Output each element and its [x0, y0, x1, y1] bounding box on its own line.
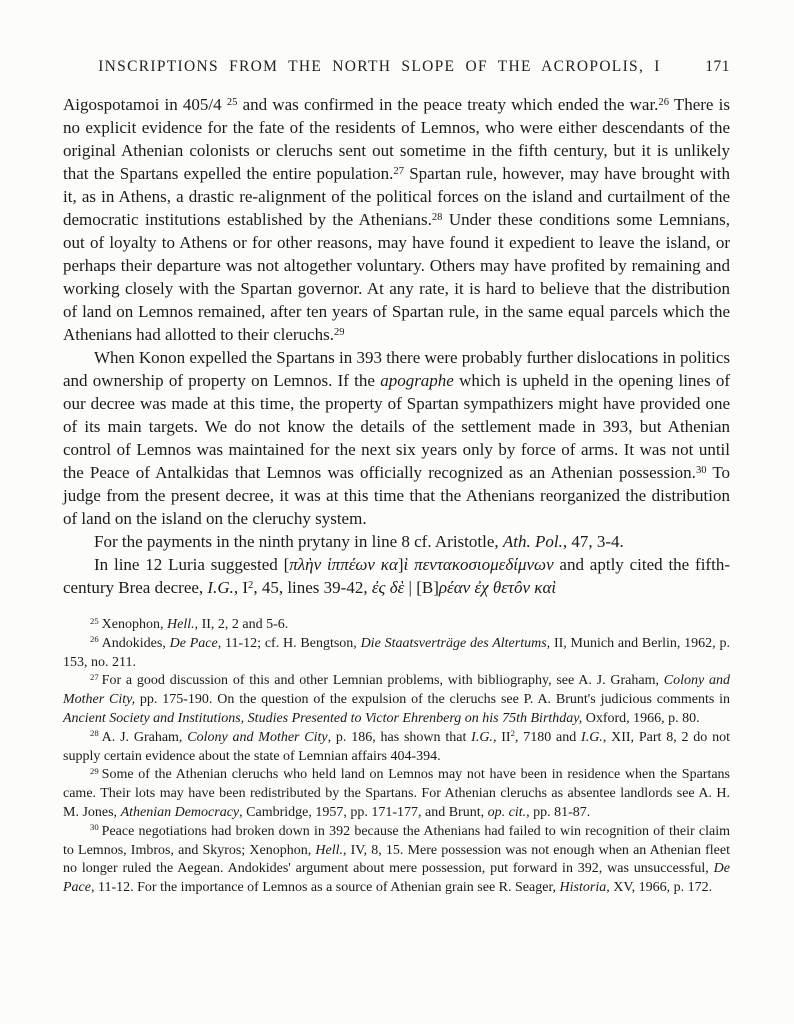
greek-text: ἐς δὲ — [371, 578, 405, 597]
body-paragraph — [63, 93, 730, 346]
text-run: , Cambridge, 1957, pp. 171-177, and Brunt, — [239, 804, 488, 820]
running-head — [63, 58, 730, 76]
text-run: Oxford, 1966, p. 80. — [582, 710, 700, 726]
text-run: Xenophon, — [101, 617, 167, 632]
text-run: There is no explicit evidence for the fate of the residents of Lemnos, who were either descendants of the original Athenian colonists or cleruchs sent out sometime in the fifth century, but it is unlikely that the Spartans expelled the entire population. — [63, 95, 731, 183]
body-text — [63, 93, 730, 599]
footnote-reference: 30 — [695, 464, 707, 476]
footnote-reference: 29 — [333, 326, 345, 338]
text-run: and aptly cited the fifth-century Brea decree, — [63, 555, 730, 597]
text-run: For the payments in the ninth prytany in line 8 cf. Aristotle, — [94, 532, 503, 551]
footnote — [63, 616, 730, 635]
italic-text: Colony and Mother City — [187, 729, 328, 745]
italic-text: Hell. — [167, 617, 195, 632]
text-run: Spartan rule, however, may have brought with it, as in Athens, a drastic re-alignment of the political forces on the island and curtailment of the democratic institutions established by the Athenians. — [63, 164, 730, 229]
italic-text: De Pace — [63, 861, 730, 896]
page-number: 171 — [705, 58, 730, 75]
text-run: , 45, lines 39-42, — [253, 578, 372, 597]
footnote-marker: 26 — [90, 634, 99, 645]
footnote-marker: 25 — [90, 615, 99, 626]
text-run: , I — [233, 578, 249, 597]
italic-text: apographe — [380, 371, 454, 390]
footnote-reference: 27 — [393, 165, 404, 177]
footnote-reference: 25 — [226, 96, 238, 108]
text-run: Aigospotamoi in 405/4 — [63, 95, 227, 114]
text-run: A. J. Graham, — [101, 729, 188, 745]
greek-text: ὶ πεντακοσιομεδίμνων — [403, 555, 554, 574]
greek-text: πλὴν ἱππέων κα — [289, 555, 398, 574]
text-run: , 7180 and — [514, 729, 582, 745]
text-run: , 47, 3-4. — [562, 532, 624, 551]
text-run: , pp. 81-87. — [526, 804, 591, 820]
italic-text: Ath. Pol. — [502, 532, 563, 551]
text-run: , p. 186, has shown that — [327, 729, 472, 745]
text-run: II, Munich and Berlin, 1962, p. 153, no. 211. — [63, 635, 730, 670]
text-run: To judge from the present decree, it was at this time that the Athenians reorganized the distribution of land on the island on the cleruchy system. — [63, 463, 731, 528]
italic-text: Athenian Democracy — [120, 804, 240, 820]
italic-text: De Pace — [169, 635, 218, 651]
footnote-marker: 30 — [90, 822, 99, 833]
footnote-reference: 2 — [510, 728, 515, 739]
italic-text: Die Staatsverträge des Altertums, — [360, 635, 551, 651]
italic-text: Hell. — [315, 842, 343, 858]
body-paragraph — [63, 346, 730, 530]
footnote — [63, 766, 730, 822]
text-run: Some of the Athenian cleruchs who held land on Lemnos may not have been in residence when the Spartans came. Their lots may have been redistributed by the Spartans. For Athenian cleruchs as absentee landlords see A. H. M. Jones, — [63, 767, 730, 820]
text-run: When Konon expelled the Spartans in 393 there were probably further dislocations in politics and ownership of property on Lemnos. If the — [63, 348, 730, 390]
italic-text: Historia, — [559, 880, 610, 896]
text-run: pp. 175-190. On the question of the expulsion of the cleruchs see P. A. Brunt's judicious comments in — [135, 692, 730, 708]
italic-text: Ancient Society and Institutions, Studies Presented to Victor Ehrenberg on his 75th Birthday, — [63, 710, 583, 726]
text-run: which is upheld in the opening lines of our decree was made at this time, the property of Spartan sympathizers might have provided one of its main targets. We do not know the details of the settlement made in 393, but Athenian control of Lemnos was maintained for the next six years only by force of arms. It was not until the Peace of Antalkidas that Lemnos was officially recognized as an Athenian possession. — [63, 371, 730, 482]
footnote-reference: 28 — [431, 211, 443, 223]
footnote-reference: 26 — [658, 96, 669, 108]
text-run: | [Β] — [404, 578, 439, 597]
text-run: , II, 2, 2 and 5-6. — [194, 617, 289, 632]
italic-text: Colony and Mother City, — [63, 673, 730, 708]
footnote-marker: 29 — [90, 766, 99, 777]
text-run: XV, 1966, p. 172. — [609, 880, 713, 896]
text-run: Peace negotiations had broken down in 392 because the Athenians had failed to win recognition of their claim to Lemnos, Imbros, and Skyros; Xenophon, — [63, 823, 730, 858]
text-run: Andokides, — [101, 635, 170, 651]
text-run: , II — [492, 729, 511, 745]
text-run: , IV, 8, 15. Mere possession was not enough when an Athenian fleet no longer ruled the Aegean. Andokides' argument about mere possession, put forward in 392, was unsuccessful, — [63, 842, 730, 877]
text-run: For a good discussion of this and other Lemnian problems, with bibliography, see A. J. Graham, — [101, 673, 664, 689]
footnote-marker: 28 — [90, 728, 99, 739]
footnotes — [63, 616, 730, 898]
footnote — [63, 729, 730, 767]
italic-text: op. cit. — [487, 804, 527, 820]
text-run: Under these conditions some Lemnians, out of loyalty to Athens or for other reasons, may have found it expedient to leave the island, or perhaps their departure was not altogether voluntary. Others may have profited by remaining and working closely with the Spartan governor. At any rate, it is hard to believe that the distribution of land on Lemnos remained, after ten years of Spartan rule, in the same equal parcels which the Athenians had allotted to their cleruchs. — [63, 210, 730, 344]
text-run: and was confirmed in the peace treaty which ended the war. — [237, 95, 659, 114]
footnote — [63, 635, 730, 673]
italic-text: I.G. — [207, 578, 234, 597]
footnote — [63, 823, 730, 898]
body-paragraph — [63, 530, 730, 553]
footnote-reference: 2 — [248, 579, 254, 591]
text-run: ] — [397, 555, 404, 574]
body-paragraph — [63, 553, 730, 599]
text-run: , 11-12. For the importance of Lemnos as a source of Athenian grain see R. Seager, — [90, 880, 560, 896]
text-run: , XII, Part 8, 2 do not supply certain evidence about the state of Lemnian affairs 404-394. — [63, 729, 730, 764]
footnote-marker: 27 — [90, 672, 99, 683]
greek-text: ρέαν ἐχ θετôν καὶ — [438, 578, 557, 597]
page-title: INSCRIPTIONS FROM THE NORTH SLOPE OF THE ACROPOLIS, I — [98, 58, 661, 75]
italic-text: I.G. — [471, 729, 493, 745]
footnote — [63, 672, 730, 728]
text-run: In line 12 Luria suggested [ — [94, 555, 290, 574]
italic-text: I.G. — [581, 729, 603, 745]
text-run: , 11-12; cf. H. Bengtson, — [217, 635, 361, 651]
